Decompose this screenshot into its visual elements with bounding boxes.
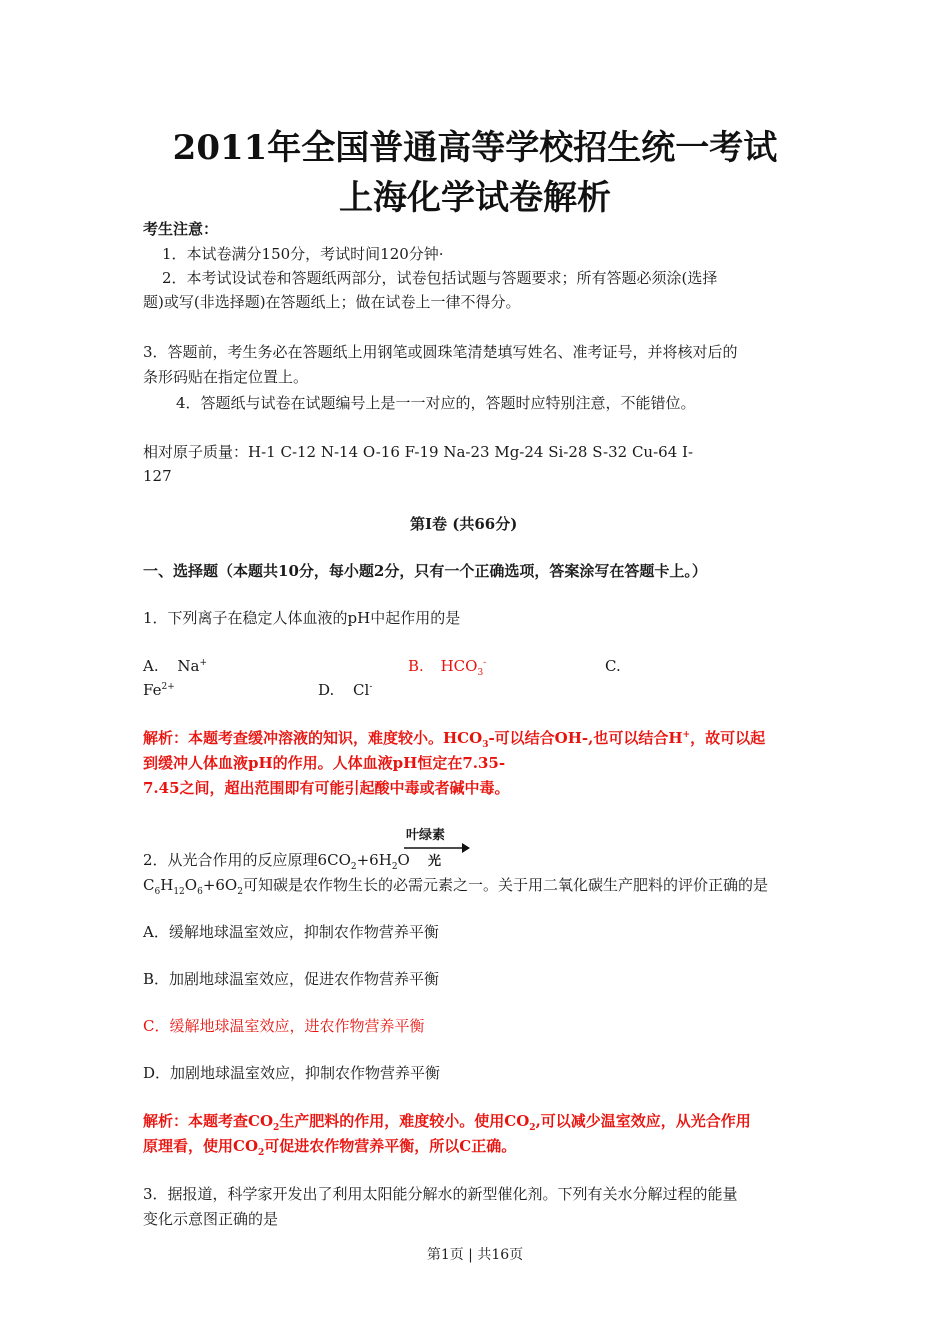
q1-option-a-label: A. bbox=[143, 657, 159, 675]
q3-stem-line-2: 变化示意图正确的是 bbox=[143, 1210, 279, 1228]
q2-analysis-line-2 bbox=[143, 1136, 516, 1156]
q2-stem-line-1 bbox=[143, 850, 410, 870]
q2-analysis-l1-a: 解析：本题考查CO bbox=[143, 1112, 274, 1130]
q1-option-c-sup: 2+ bbox=[161, 682, 175, 692]
q2-stem-l2-c: O bbox=[184, 876, 198, 894]
notice-item-3b: 条形码贴在指定位置上。 bbox=[143, 368, 309, 386]
q1-analysis-l1-c: ，故可以起 bbox=[690, 729, 766, 747]
q2-analysis-l2-a: 原理看，使用CO bbox=[143, 1137, 259, 1155]
q1-option-c bbox=[143, 680, 175, 700]
part1-heading: 一、选择题（本题共10分，每小题2分，只有一个正确选项，答案涂写在答题卡上。） bbox=[143, 562, 707, 580]
atomic-mass-line-1: 相对原子质量：H-1 C-12 N-14 O-16 F-19 Na-23 Mg-24 Si-28 S-32 Cu-64 I- bbox=[143, 443, 694, 461]
q2-stem-l1-a: 2．从光合作用的反应原理6CO bbox=[143, 851, 351, 869]
q2-option-b: B．加剧地球温室效应，促进农作物营养平衡 bbox=[143, 970, 440, 988]
q2-option-a: A．缓解地球温室效应，抑制农作物营养平衡 bbox=[143, 923, 439, 941]
q2-analysis-line-1 bbox=[143, 1111, 751, 1131]
notice-item-3a: 3．答题前，考生务必在答题纸上用钢笔或圆珠笔清楚填写姓名、准考证号，并将核对后的 bbox=[143, 343, 738, 361]
q2-stem-l2-d: +6O bbox=[202, 876, 238, 894]
reaction-arrow-bottom-label: 光 bbox=[428, 854, 442, 869]
q1-option-d-sup: - bbox=[369, 682, 373, 692]
q2-stem-l2-e: 可知碳是农作物生长的必需元素之一。关于用二氧化碳生产肥料的评价正确的是 bbox=[242, 876, 768, 894]
reaction-arrow-top-label: 叶绿素 bbox=[406, 828, 446, 843]
q2-analysis-l2-b: 可促进农作物营养平衡，所以C正确。 bbox=[264, 1137, 517, 1155]
q1-analysis-line-2: 到缓冲人体血液pH的作用。人体血液pH恒定在7.35- bbox=[143, 754, 506, 772]
notice-item-2b: 题)或写(非选择题)在答题纸上；做在试卷上一律不得分。 bbox=[143, 293, 521, 311]
q2-stem-l1-sub2: 2 bbox=[391, 862, 398, 872]
q1-analysis-l1-sup: + bbox=[682, 730, 691, 740]
q1-option-a bbox=[143, 656, 207, 676]
page-footer: 第1页 | 共16页 bbox=[426, 1247, 524, 1263]
q1-option-d-label: D. bbox=[318, 681, 335, 699]
q1-analysis-l1-sub: 3 bbox=[482, 740, 489, 750]
q2-analysis-l1-sub1: 2 bbox=[273, 1123, 280, 1133]
q1-analysis-line-3: 7.45之间，超出范围即有可能引起酸中毒或者碱中毒。 bbox=[143, 779, 510, 797]
q2-analysis-l1-b: 生产肥料的作用，难度较小。使用CO bbox=[279, 1112, 530, 1130]
q1-analysis-l1-a: 解析：本题考查缓冲溶液的知识，难度较小。HCO bbox=[143, 729, 483, 747]
q2-analysis-l2-sub: 2 bbox=[258, 1148, 265, 1158]
notice-item-4: 4．答题纸与试卷在试题编号上是一一对应的，答题时应特别注意，不能错位。 bbox=[176, 394, 696, 412]
notice-item-2a: 2．本考试设试卷和答题纸两部分，试卷包括试题与答题要求；所有答题必须涂(选择 bbox=[162, 269, 718, 287]
q2-stem-l2-sub2: 12 bbox=[173, 887, 185, 897]
q2-analysis-l1-sub2: 2 bbox=[529, 1123, 536, 1133]
q1-option-c-text: Fe bbox=[143, 681, 162, 699]
q2-option-c: C．缓解地球温室效应，进农作物营养平衡 bbox=[143, 1017, 425, 1035]
q1-option-b-text: HCO bbox=[440, 657, 478, 675]
q1-option-b-sup: - bbox=[483, 658, 487, 668]
q2-stem-l2-a: C bbox=[143, 876, 155, 894]
q2-option-d: D．加剧地球温室效应，抑制农作物营养平衡 bbox=[143, 1064, 441, 1082]
q1-option-b bbox=[408, 656, 486, 676]
q1-analysis-line-1 bbox=[143, 728, 765, 748]
title-line-1: 2011年全国普通高等学校招生统一考试 bbox=[172, 128, 778, 168]
q1-option-c-label: C. bbox=[605, 657, 621, 675]
q2-stem-l2-b: H bbox=[160, 876, 174, 894]
q1-option-d-text: Cl bbox=[353, 681, 370, 699]
q3-stem-line-1: 3．据报道，科学家开发出了利用太阳能分解水的新型催化剂。下列有关水分解过程的能量 bbox=[143, 1185, 738, 1203]
q2-stem-l2-sub3: 6 bbox=[197, 887, 203, 897]
q2-stem-l2-sub4: 2 bbox=[237, 887, 243, 897]
q1-stem: 1．下列离子在稳定人体血液的pH中起作用的是 bbox=[143, 609, 461, 627]
notice-heading: 考生注意： bbox=[143, 220, 219, 238]
q1-option-a-text: Na bbox=[177, 657, 200, 675]
q2-stem-l1-c: O bbox=[397, 851, 410, 869]
reaction-arrow bbox=[404, 822, 470, 868]
q2-stem-l1-sub1: 2 bbox=[350, 862, 357, 872]
q1-option-a-sup: + bbox=[199, 658, 208, 668]
q1-option-d bbox=[318, 680, 372, 700]
notice-item-1: 1．本试卷满分150分，考试时间120分钟· bbox=[162, 245, 444, 263]
q2-stem-l1-b: +6H bbox=[356, 851, 392, 869]
q1-option-b-sub: 3 bbox=[477, 668, 484, 678]
q2-stem-l2-sub1: 6 bbox=[154, 887, 161, 897]
q1-option-b-label: B. bbox=[408, 657, 424, 675]
volume-title: 第I卷 (共66分) bbox=[410, 515, 518, 533]
q2-analysis-l1-c: ,可以减少温室效应，从光合作用 bbox=[535, 1112, 751, 1130]
q1-analysis-l1-b: -可以结合OH-,也可以结合H bbox=[488, 729, 683, 747]
q2-stem-line-2 bbox=[143, 875, 768, 895]
title-line-2: 上海化学试卷解析 bbox=[339, 178, 611, 218]
atomic-mass-line-2: 127 bbox=[143, 467, 172, 485]
